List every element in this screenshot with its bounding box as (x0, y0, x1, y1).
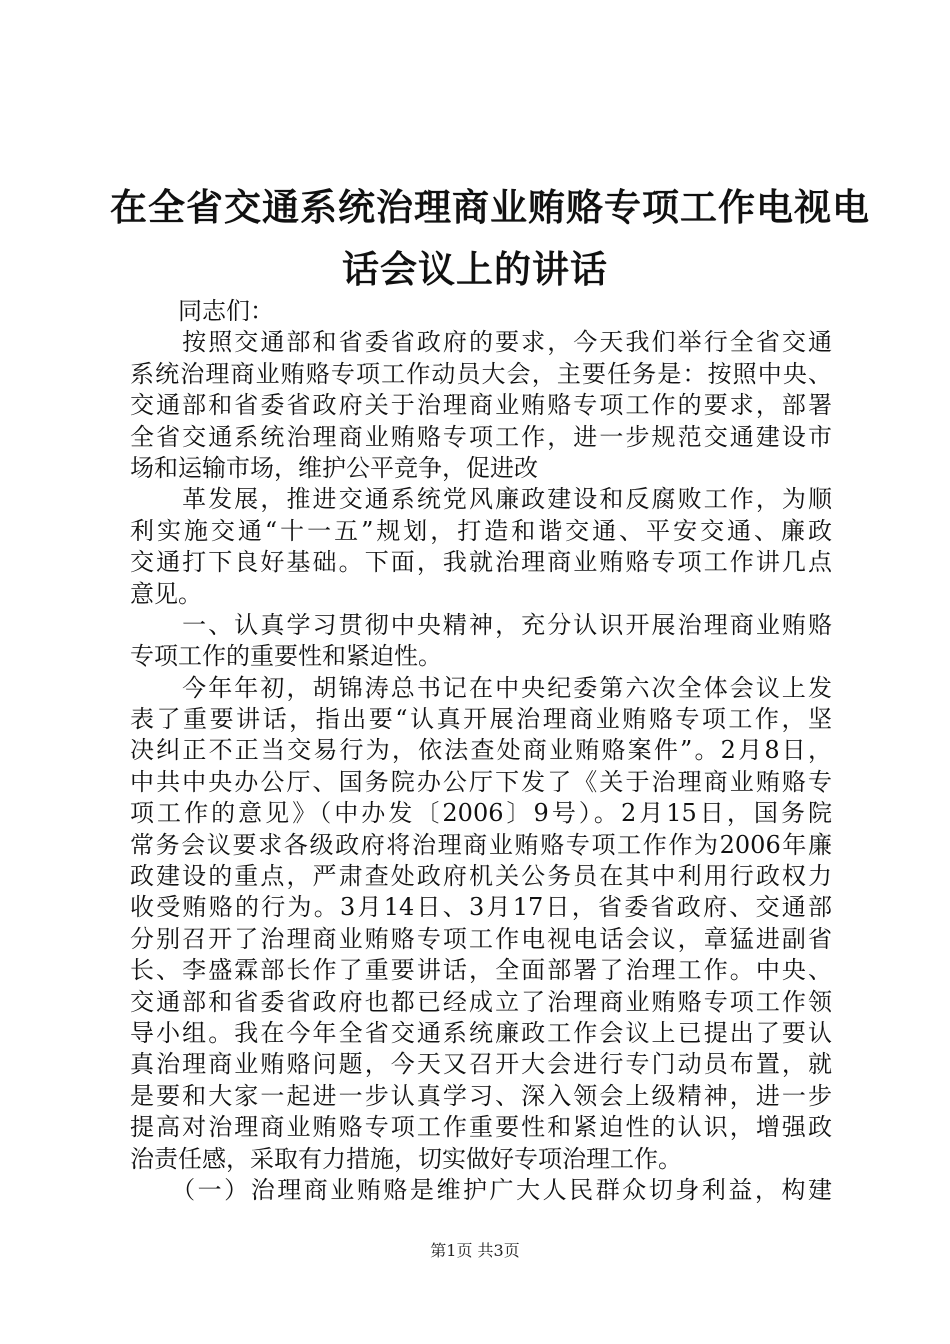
body-line: 政建设的重点，严肃查处政府机关公务员在其中利用行政权力 (130, 862, 832, 891)
body-line: 长、李盛霖部长作了重要讲话，全面部署了治理工作。中央、 (130, 956, 832, 985)
body-line: 收受贿赂的行为。3月14日、3月17日，省委省政府、交通部 (130, 893, 832, 922)
body-line: 全省交通系统治理商业贿赂专项工作，进一步规范交通建设市 (130, 422, 832, 451)
page-footer: 第1页 共3页 (430, 1241, 520, 1260)
body-line: 同志们： (130, 297, 274, 325)
body-line: 交通打下良好基础。下面，我就治理商业贿赂专项工作讲几点 (130, 548, 832, 577)
body-line: 真治理商业贿赂问题，今天又召开大会进行专门动员布置，就 (130, 1050, 832, 1079)
body-line: 场和运输市场，维护公平竞争，促进改 (130, 453, 538, 482)
body-line: 今年年初，胡锦涛总书记在中央纪委第六次全体会议上发 (130, 673, 832, 702)
body-line: 项工作的意见》（中办发〔2006〕9号）。2月15日，国务院 (130, 799, 832, 828)
body-line: 一、认真学习贯彻中央精神，充分认识开展治理商业贿赂 (130, 610, 832, 639)
document-title-line-1: 在全省交通系统治理商业贿赂专项工作电视电 (110, 186, 870, 229)
body-line: 交通部和省委省政府也都已经成立了治理商业贿赂专项工作领 (130, 987, 832, 1016)
body-line: （一）治理商业贿赂是维护广大人民群众切身利益，构建 (130, 1175, 832, 1204)
body-line: 导小组。我在今年全省交通系统廉政工作会议上已提出了要认 (130, 1018, 832, 1047)
body-line: 利实施交通“十一五”规划，打造和谐交通、平安交通、廉政 (130, 516, 832, 545)
body-line: 常务会议要求各级政府将治理商业贿赂专项工作作为2006年廉 (130, 830, 832, 859)
body-line: 系统治理商业贿赂专项工作动员大会，主要任务是：按照中央、 (130, 359, 832, 388)
document-body (130, 296, 832, 1206)
body-line: 按照交通部和省委省政府的要求，今天我们举行全省交通 (130, 328, 832, 357)
document-title-line-2: 话会议上的讲话 (342, 248, 608, 291)
body-line: 中共中央办公厅、国务院办公厅下发了《关于治理商业贿赂专 (130, 767, 832, 796)
body-line: 交通部和省委省政府关于治理商业贿赂专项工作的要求，部署 (130, 391, 832, 420)
body-line: 表了重要讲话，指出要“认真开展治理商业贿赂专项工作，坚 (130, 705, 832, 734)
body-line: 是要和大家一起进一步认真学习、深入领会上级精神，进一步 (130, 1081, 832, 1110)
body-line: 革发展，推进交通系统党风廉政建设和反腐败工作，为顺 (130, 485, 832, 514)
body-line: 意见。 (130, 579, 202, 608)
body-line: 分别召开了治理商业贿赂专项工作电视电话会议，章猛进副省 (130, 924, 832, 953)
body-line: 专项工作的重要性和紧迫性。 (130, 642, 442, 671)
body-line: 治责任感，采取有力措施，切实做好专项治理工作。 (130, 1144, 682, 1173)
body-line: 提高对治理商业贿赂专项工作重要性和紧迫性的认识，增强政 (130, 1113, 832, 1142)
body-line: 决纠正不正当交易行为，依法查处商业贿赂案件”。2月8日， (130, 736, 832, 765)
